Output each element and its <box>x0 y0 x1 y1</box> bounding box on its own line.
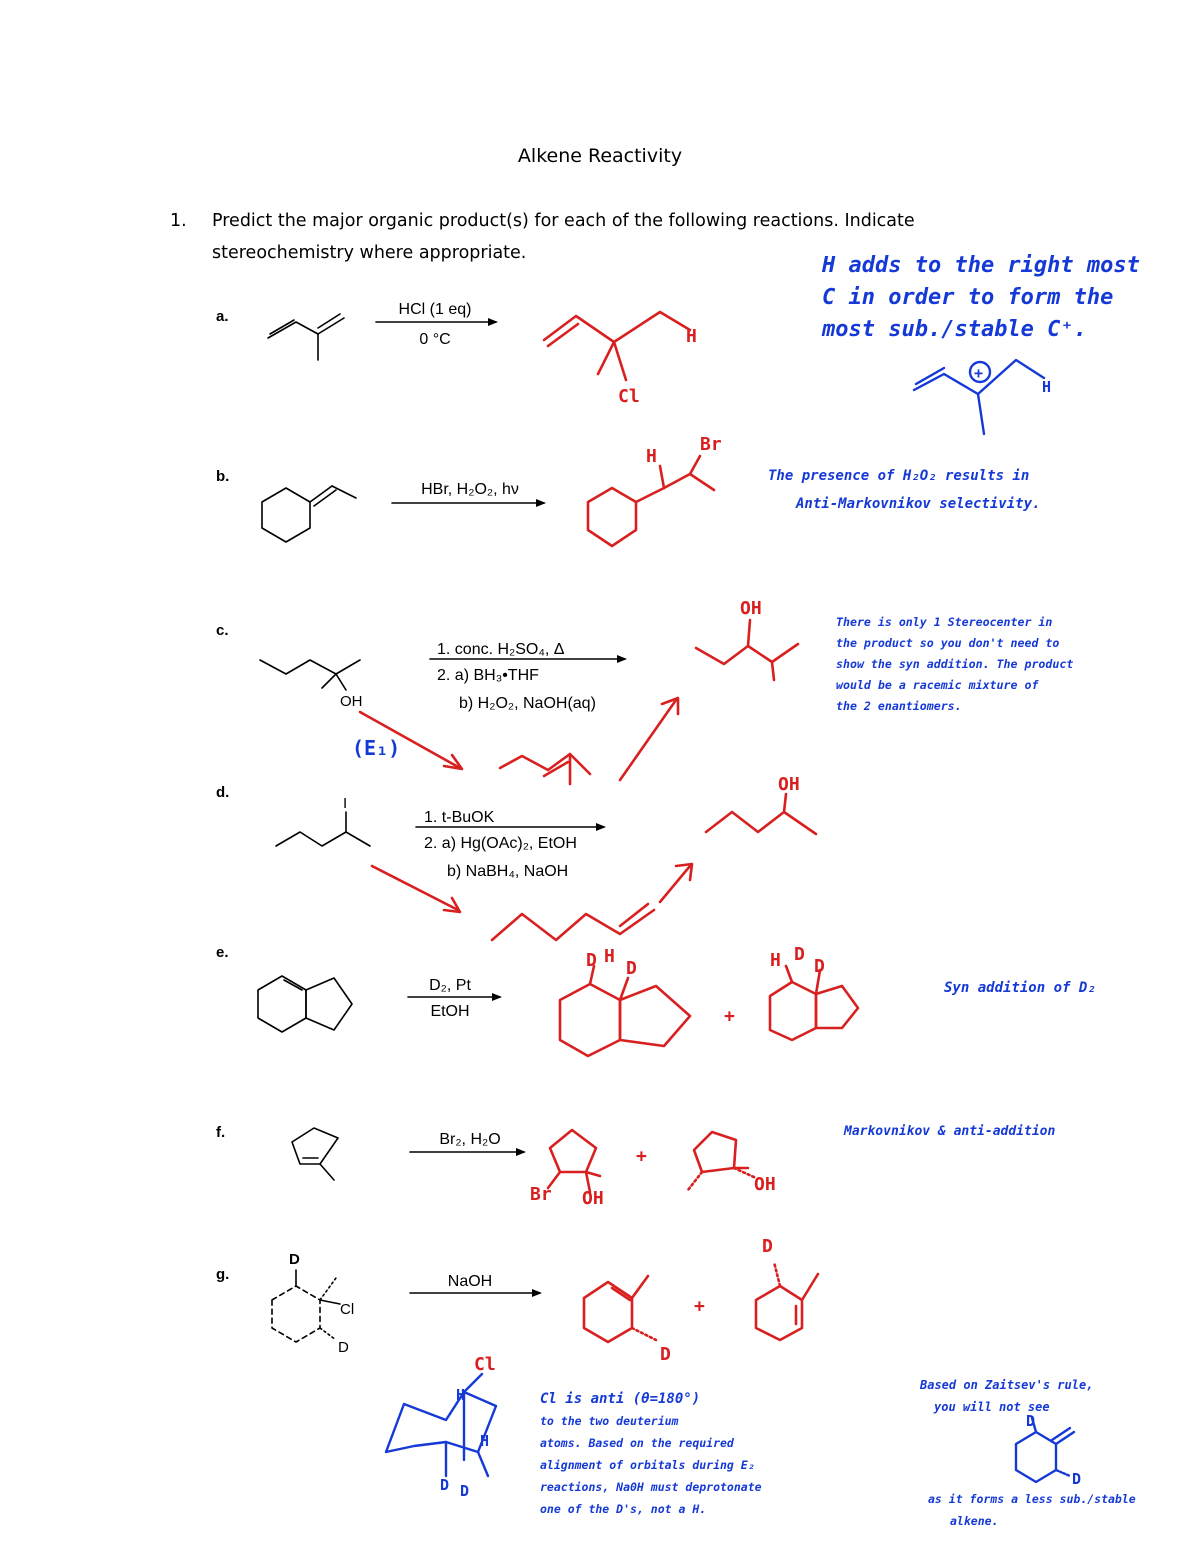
note-g-left <box>540 1388 830 1520</box>
note-a-h: H <box>1042 378 1052 396</box>
label-f: f. <box>216 1124 226 1141</box>
note-g-left-line1: Cl is anti (θ=180°) <box>540 1391 701 1407</box>
sm-g-cl: Cl <box>340 1301 355 1318</box>
note-c <box>836 612 1196 717</box>
chair-d1: D <box>440 1476 450 1494</box>
chair-cl: Cl <box>474 1354 496 1375</box>
sm-a <box>268 314 344 360</box>
note-a-line1: H adds to the right most <box>822 253 1140 278</box>
question-text: Predict the major organic product(s) for each of the following reactions. Indicate stereochemistry where appropriate. <box>212 211 915 263</box>
note-g-chair <box>386 1354 496 1500</box>
intermediate-c <box>360 698 678 784</box>
label-b: b. <box>216 468 230 485</box>
note-a-plus: + <box>974 364 984 382</box>
sm-g-d1: D <box>289 1251 300 1268</box>
note-b-line2: Anti-Markovnikov selectivity. <box>796 496 1041 512</box>
product-e2-d1: D <box>794 944 805 965</box>
sm-d <box>276 795 370 846</box>
chair-d2: D <box>460 1482 470 1500</box>
sm-f <box>292 1128 338 1180</box>
note-g-left-line5: reactions, Na0H must deprotonate <box>540 1480 762 1494</box>
reagent-g1: NaOH <box>447 1273 493 1290</box>
note-a-line2: C in order to form the <box>822 285 1114 310</box>
chair-h1: H <box>456 1386 466 1404</box>
reagent-a1: HCl (1 eq) <box>398 301 472 318</box>
note-g-zaitsev-struct <box>1016 1412 1081 1488</box>
sm-e <box>258 976 352 1032</box>
note-c-line2: the product so you don't need to <box>836 636 1060 650</box>
note-g-left-line3: atoms. Based on the required <box>540 1436 734 1450</box>
note-g-left-line2: to the two deuterium <box>540 1414 679 1428</box>
page-title: Alkene Reactivity <box>517 145 683 167</box>
note-b-line1: The presence of H₂O₂ results in <box>768 468 1030 484</box>
reagent-a2: 0 °C <box>419 331 451 348</box>
zaitsev-d2: D <box>1072 1470 1082 1488</box>
note-g-right2-line2: alkene. <box>950 1514 999 1528</box>
product-e2-h: H <box>770 950 781 971</box>
sm-b <box>262 486 356 542</box>
note-g-right-line1: Based on Zaitsev's rule, <box>920 1378 1094 1392</box>
plus-f: + <box>636 1146 647 1167</box>
note-a-line3: most sub./stable C⁺. <box>822 317 1087 342</box>
sm-d-iodine: I <box>343 795 348 812</box>
product-d-oh: OH <box>778 774 800 795</box>
reagent-c1: 1. conc. H₂SO₄, Δ <box>437 641 565 658</box>
label-c: c. <box>216 622 229 639</box>
reagent-e1: D₂, Pt <box>429 977 471 994</box>
note-b <box>768 462 1168 518</box>
product-g <box>584 1236 818 1365</box>
note-c-line1: There is only 1 Stereocenter in <box>836 615 1053 629</box>
product-a <box>544 312 697 407</box>
note-g-right2-line1: as it forms a less sub./stable <box>928 1492 1136 1506</box>
note-c-mechanism: (E₁) <box>352 736 401 760</box>
label-g: g. <box>216 1266 230 1283</box>
reaction-arrows <box>376 318 627 1297</box>
product-e2-d2: D <box>814 956 825 977</box>
question-number: 1. <box>170 211 187 231</box>
product-e-h: H <box>604 946 615 967</box>
product-e <box>560 944 858 1056</box>
note-g-left-line4: alignment of orbitals during E₂ <box>540 1458 755 1472</box>
reagent-d2: 2. a) Hg(OAc)₂, EtOH <box>424 835 577 852</box>
product-a-cl: Cl <box>618 386 640 407</box>
plus-e: + <box>724 1006 735 1027</box>
product-b-h: H <box>646 446 657 467</box>
chair-h2: H <box>480 1432 490 1450</box>
zaitsev-d1: D <box>1026 1412 1036 1430</box>
product-c-oh: OH <box>740 598 762 619</box>
note-g-right <box>920 1374 1190 1418</box>
note-g-right2 <box>928 1488 1193 1532</box>
product-g-d2: D <box>762 1236 773 1257</box>
label-d: d. <box>216 784 230 801</box>
reagent-e2: EtOH <box>430 1003 470 1020</box>
product-g-d1: D <box>660 1344 671 1365</box>
note-a <box>822 250 1182 346</box>
reagent-d3: b) NaBH₄, NaOH <box>447 863 569 880</box>
product-a-h: H <box>686 326 697 347</box>
plus-g: + <box>694 1296 705 1317</box>
product-f-oh: OH <box>582 1188 604 1209</box>
product-f2-oh: OH <box>754 1174 776 1195</box>
reagent-f1: Br₂, H₂O <box>439 1131 501 1148</box>
note-c-line4: would be a racemic mixture of <box>836 678 1039 692</box>
reagent-c3: b) H₂O₂, NaOH(aq) <box>459 695 596 712</box>
reagent-c2: 2. a) BH₃•THF <box>437 667 539 684</box>
sm-c-oh: OH <box>340 693 363 710</box>
label-a: a. <box>216 308 229 325</box>
note-a-cation <box>914 360 1051 434</box>
product-b-br: Br <box>700 434 722 455</box>
intermediate-d <box>372 864 692 940</box>
note-g-left-line6: one of the D's, not a H. <box>540 1502 707 1516</box>
product-e-d1: D <box>586 950 597 971</box>
note-g-right-line2: you will not see <box>934 1400 1050 1414</box>
sm-c <box>260 660 363 710</box>
label-e: e. <box>216 944 229 961</box>
reagent-b1: HBr, H₂O₂, hν <box>421 481 519 498</box>
product-f-br: Br <box>530 1184 552 1205</box>
product-f <box>530 1130 776 1209</box>
reagent-d1: 1. t-BuOK <box>424 809 495 826</box>
note-e: Syn addition of D₂ <box>944 980 1096 996</box>
note-f: Markovnikov & anti-addition <box>844 1124 1056 1139</box>
note-c-line3: show the syn addition. The product <box>836 657 1074 671</box>
product-c <box>696 598 798 680</box>
product-e-d2: D <box>626 958 637 979</box>
sm-g-d2: D <box>338 1339 349 1356</box>
product-b <box>588 434 722 546</box>
product-d <box>706 774 816 834</box>
sm-g <box>272 1251 354 1356</box>
note-c-line5: the 2 enantiomers. <box>836 699 962 713</box>
